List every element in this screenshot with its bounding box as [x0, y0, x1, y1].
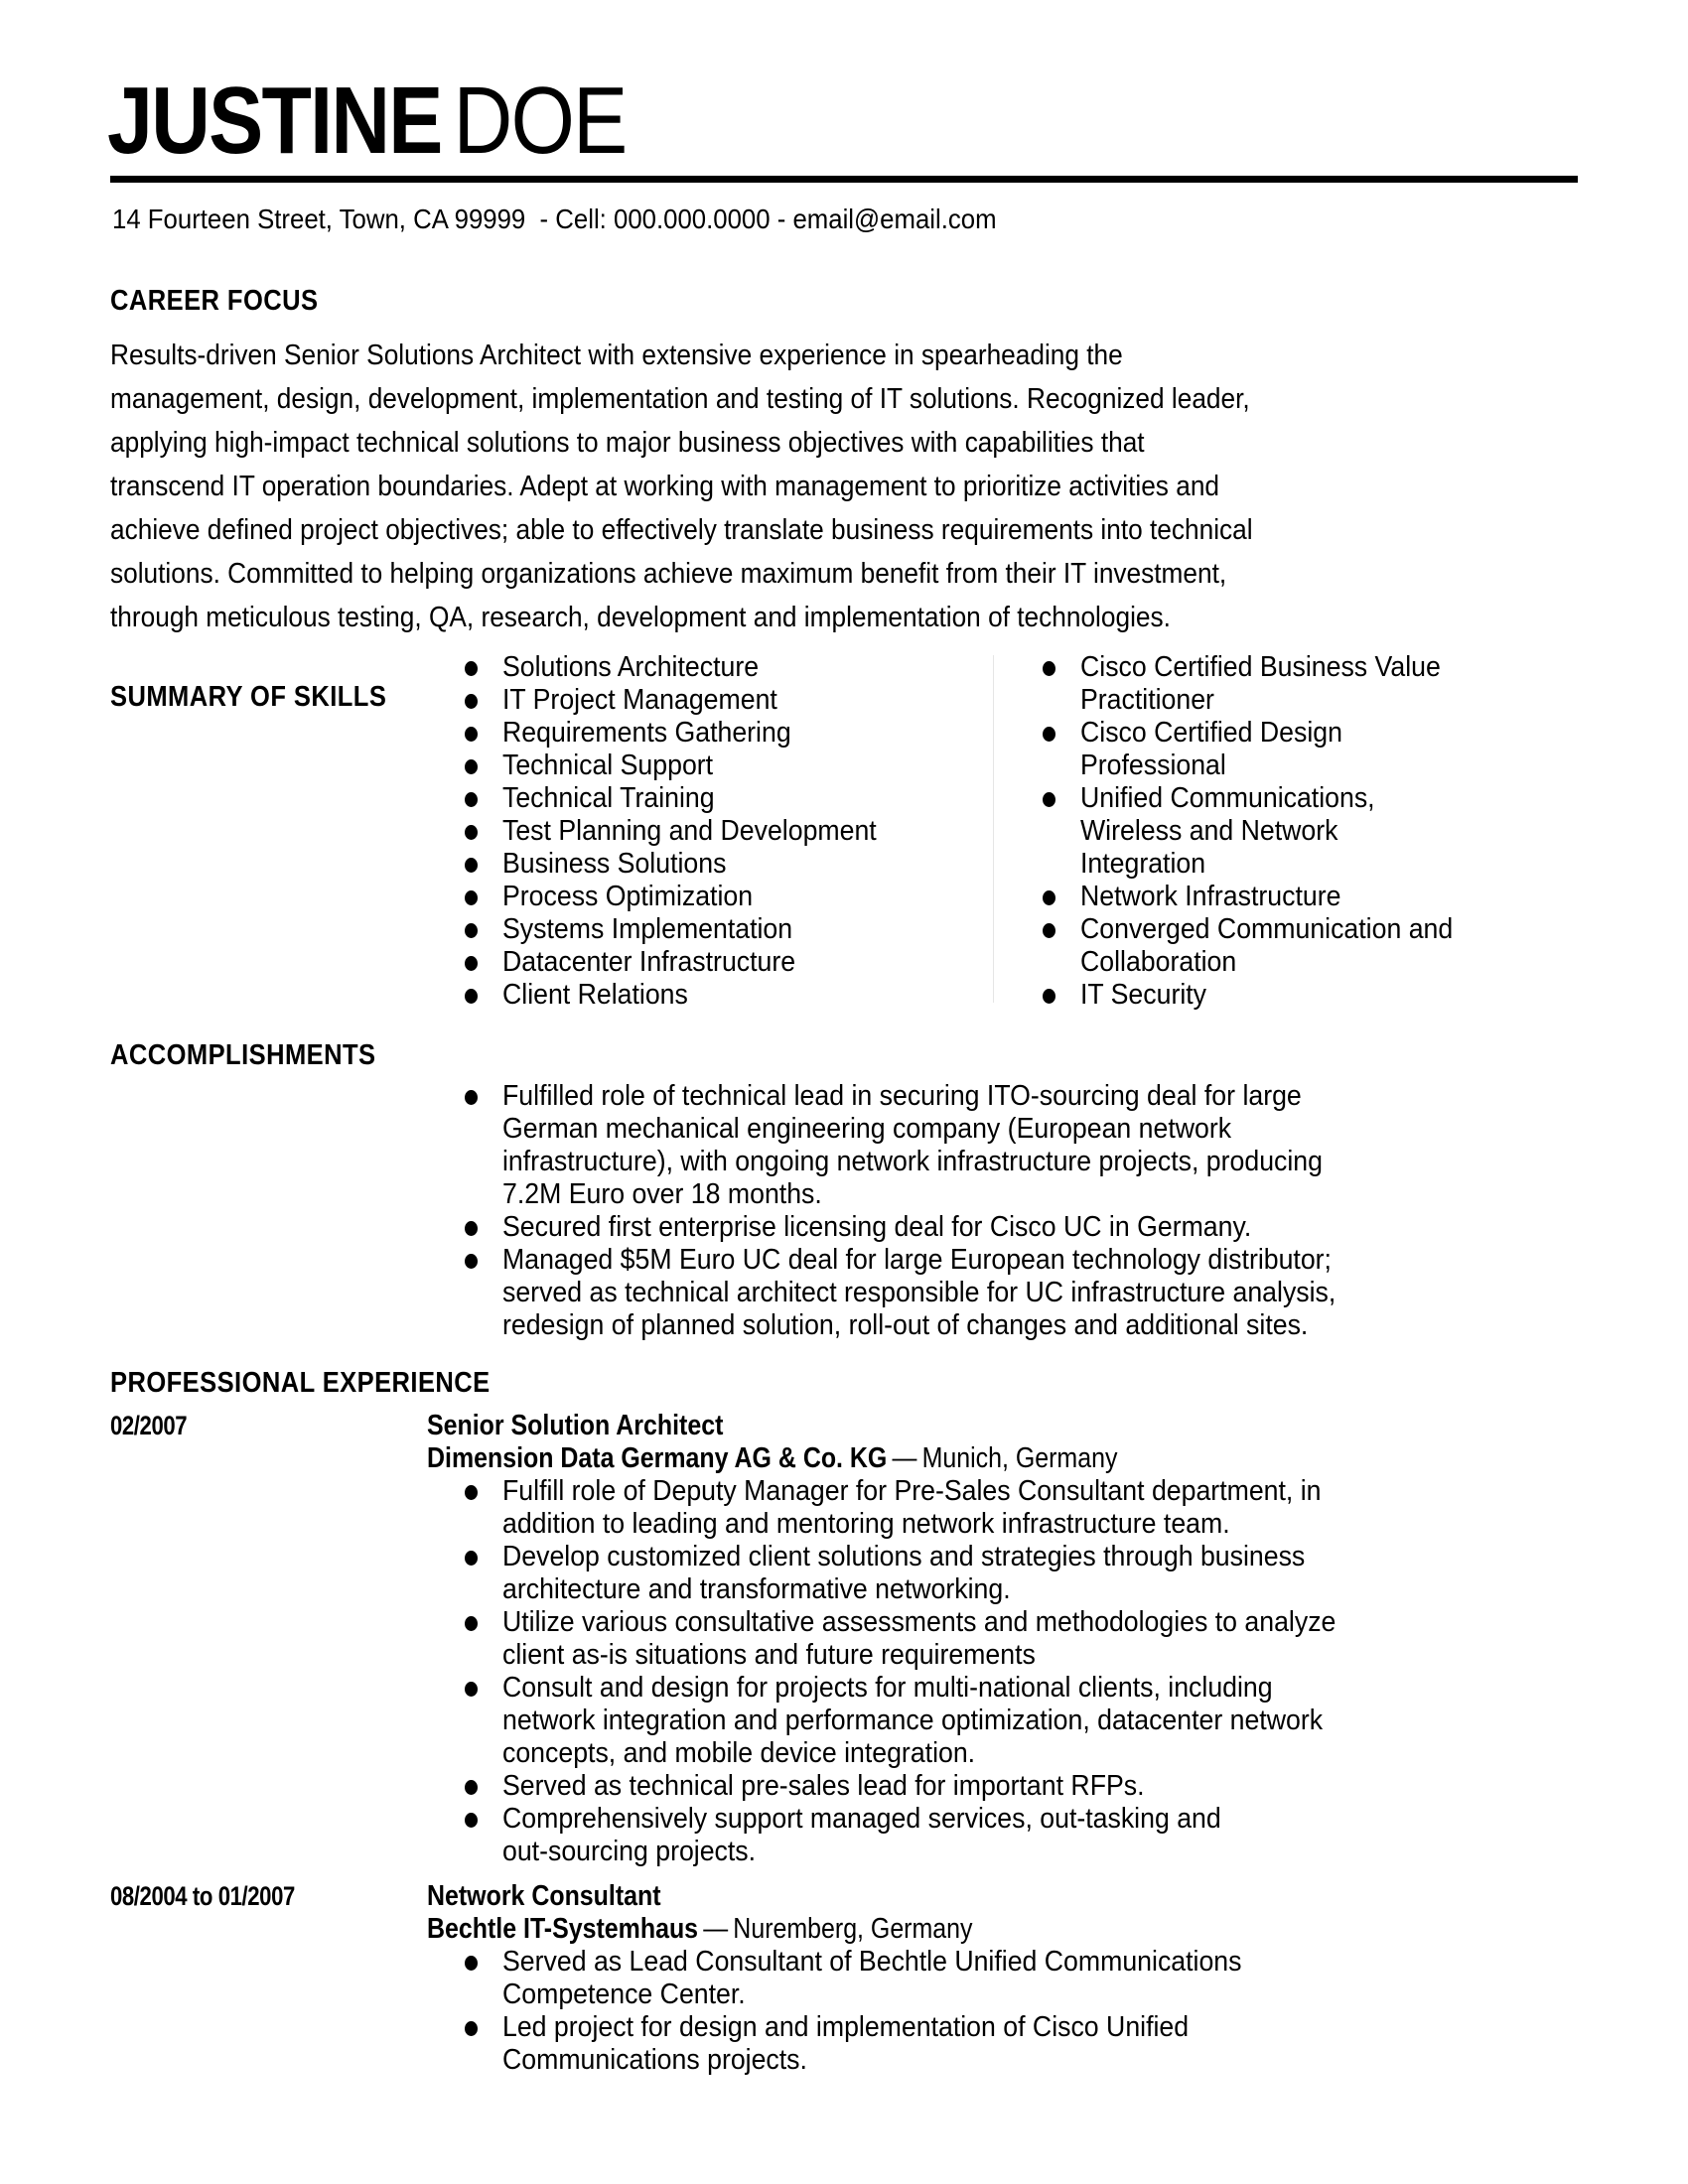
job-company-line: Dimension Data Germany AG & Co. KG — Munich, Germany	[427, 1442, 1118, 1474]
bullet-icon	[465, 1956, 478, 1971]
bullet-icon	[465, 1090, 478, 1105]
job-title: Network Consultant	[427, 1880, 661, 1912]
job-date: 08/2004 to 01/2007	[110, 1881, 295, 1911]
bullet-icon	[1043, 989, 1055, 1004]
paragraph-line: applying high-impact technical solutions to major business objectives with capabilities that	[110, 427, 1145, 459]
paragraph-line: through meticulous testing, QA, research, development and implementation of technologies.	[110, 602, 1171, 633]
bullet-icon	[465, 989, 478, 1004]
bullet-icon	[465, 1780, 478, 1795]
bullet-icon	[465, 1485, 478, 1500]
bullet-icon	[465, 2021, 478, 2036]
bullet-icon	[1043, 890, 1055, 905]
header-rule	[110, 176, 1578, 183]
bullet-icon	[465, 694, 478, 709]
paragraph-line: transcend IT operation boundaries. Adept at working with management to prioritize activities and	[110, 471, 1220, 502]
job-title: Senior Solution Architect	[427, 1410, 724, 1441]
bullet-icon	[465, 661, 478, 676]
bullet-icon	[465, 1682, 478, 1697]
paragraph-line: Results-driven Senior Solutions Architect with extensive experience in spearheading the	[110, 340, 1123, 371]
bullet-icon	[465, 890, 478, 905]
last-name: DOE	[453, 68, 627, 174]
bullet-icon	[1043, 727, 1055, 742]
experience-heading: PROFESSIONAL EXPERIENCE	[110, 1367, 491, 1399]
bullet-icon	[1043, 661, 1055, 676]
job-date: 02/2007	[110, 1411, 188, 1440]
bullet-icon	[465, 727, 478, 742]
bullet-icon	[465, 1254, 478, 1269]
accomplishments-heading: ACCOMPLISHMENTS	[110, 1039, 376, 1071]
candidate-name	[107, 68, 627, 174]
skills-heading: SUMMARY OF SKILLS	[110, 681, 387, 713]
career-focus-paragraph	[110, 338, 1600, 643]
resume-page: JUSTINE DOE 14 Fourteen Street, Town, CA 99999 - Cell: 000.000.0000 - email@email.com CAREER FOCUS Results-driven Senior Solutions Architect with extensive experience in spearheading the management, design, development, implementation and testing of IT solutions. Recognized leader, applying high-impact technical solutions to major business objectives with capabilities that transcend IT operation boundaries. Adept at working with management to prioritize activities and achieve defined project objectives; able to effectively translate business requirements into technical solutions. Committed to helping organizations achieve maximum benefit from their IT investment, through meticulous testing, QA, research, development and implementation of technologies. SUMMARY OF SKILLS Solutions Architecture IT Project Management Requirements Gathering Technical Support Technical Training Test Planning and Development Business Solutions Process Optimization Systems Implementation Datacenter Infrastructure Client Relations Cisco Certified Business Value Practitioner Cisco Certified Design Professional Unified Communications, Wireless and Network Integration Network Infrastructure Converged Communication and Collaboration IT Security ACCOMPLISHMENTS Fulfilled role of technical lead in securing ITO-sourcing deal for large German mechanical engineering company (European network infrastructure), with ongoing network infrastructure projects, producing 7.2M Euro over 18 months. Secured first enterprise licensing deal for Cisco UC in Germany. Managed $5M Euro UC deal for large European technology distributor; served as technical architect responsible for UC infrastructure analysis, redesign of planned solution, roll-out of changes and additional sites. PROFESSIONAL EXPERIENCE 02/2007 Senior Solution Architect Dimension Data Germany AG & Co. KG — Munich, Germany Fulfill role of Deputy Manager for Pre-Sales Consultant department, in addition to leading and mentoring network infrastructure team. Develop customized client solutions and strategies through business architecture and transformative networking. Utilize various consultative assessments and methodologies to analyze client as-is situations and future requirements Consult and design for projects for multi-national clients, including network integration and performance optimization, datacenter network concepts, and mobile device integration. Served as technical pre-sales lead for important RFPs. Comprehensively support managed services, out-tasking and out-sourcing projects. 08/2004 to 01/2007 Network Consultant Bechtle IT-Systemhaus — Nuremberg, Germany Served as Lead Consultant of Bechtle Unified Communications Competence Center. Led project for design and implementation of Cisco Unified Communications projects.	[0, 0, 1688, 2184]
company-name: Bechtle IT-Systemhaus	[427, 1913, 699, 1945]
paragraph-line: solutions. Committed to helping organizations achieve maximum benefit from their IT investment,	[110, 558, 1227, 590]
company-name: Dimension Data Germany AG & Co. KG	[427, 1442, 888, 1474]
bullet-icon	[1043, 923, 1055, 938]
bullet-icon	[465, 1221, 478, 1236]
bullet-icon	[1043, 792, 1055, 807]
bullet-icon	[465, 792, 478, 807]
job-company-line: Bechtle IT-Systemhaus — Nuremberg, Germany	[427, 1913, 973, 1945]
first-name: JUSTINE	[107, 68, 442, 174]
career-focus-heading: CAREER FOCUS	[110, 285, 319, 317]
bullet-icon	[465, 1551, 478, 1566]
job-location: Munich, Germany	[921, 1442, 1118, 1474]
bullet-icon	[465, 759, 478, 774]
paragraph-line: achieve defined project objectives; able to effectively translate business requirements into technical	[110, 514, 1253, 546]
bullet-icon	[465, 858, 478, 873]
bullet-icon	[465, 1616, 478, 1631]
bullet-icon	[465, 923, 478, 938]
bullet-icon	[465, 825, 478, 840]
paragraph-line: management, design, development, implementation and testing of IT solutions. Recognized leader,	[110, 383, 1250, 415]
contact-line: 14 Fourteen Street, Town, CA 99999 - Cell: 000.000.0000 - email@email.com	[112, 204, 997, 234]
job-location: Nuremberg, Germany	[733, 1913, 973, 1945]
bullet-icon	[465, 956, 478, 971]
bullet-icon	[465, 1813, 478, 1828]
skills-column-divider	[993, 655, 994, 1003]
